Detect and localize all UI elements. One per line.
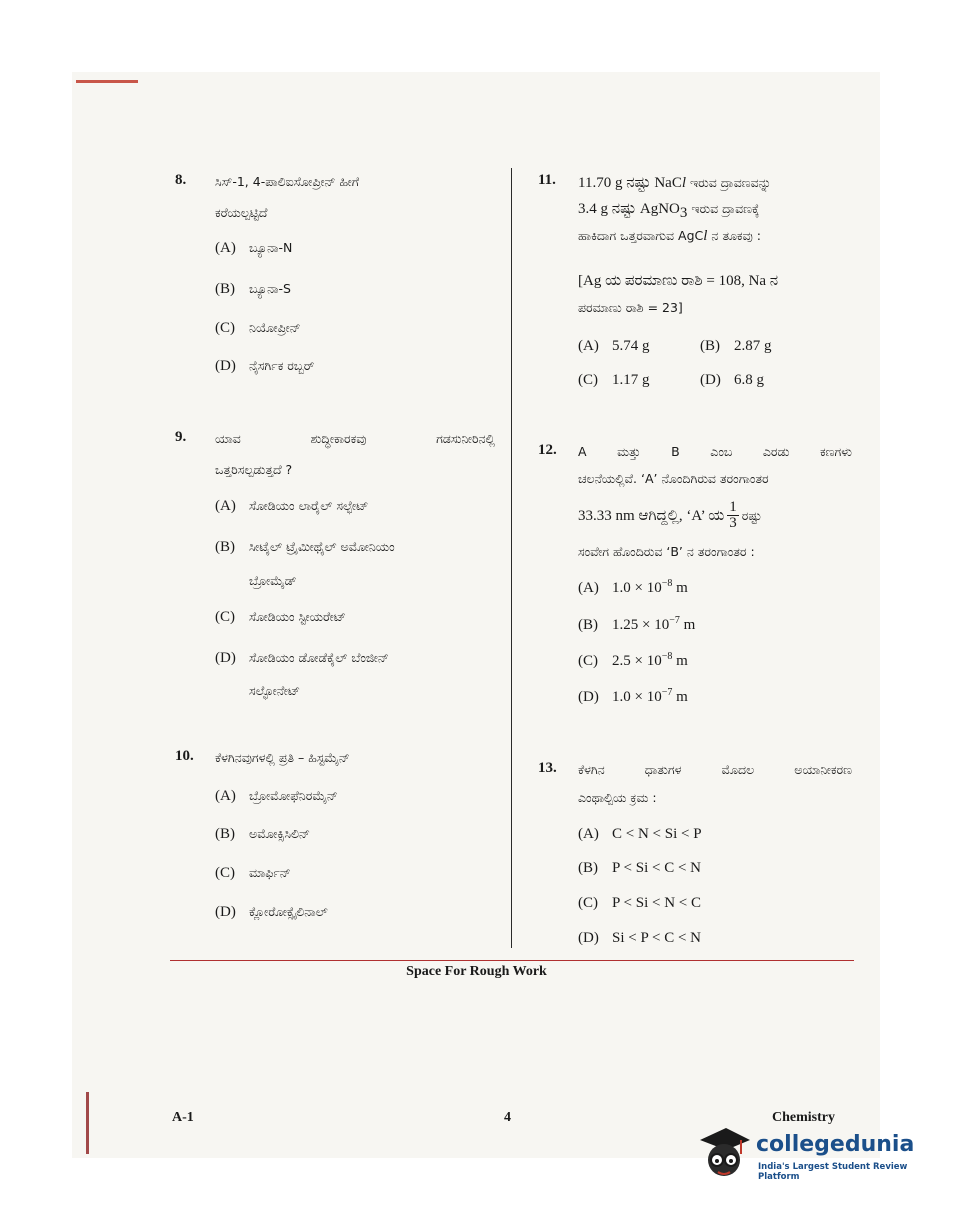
option-b[interactable]: (B) ಸೀಟೈಲ್ ಟ್ರೈಮೀಥೈಲ್ ಅಮೋನಿಯಂ — [215, 539, 395, 555]
option-b[interactable]: (B) ಅಮೋಕ್ಸಿಸಿಲಿನ್ — [215, 826, 310, 842]
question-stem: ಯಾವ ಶುದ್ಧೀಕಾರಕವು ಗಡಸುನೀರಿನಲ್ಲಿ — [215, 431, 495, 446]
question-stem: ಕರೆಯಲ್ಪಟ್ಟಿದೆ — [215, 205, 268, 220]
page-number: 4 — [504, 1110, 511, 1125]
fraction: $\frac{1}{3}$ — [729, 499, 737, 531]
question-number: 13. — [538, 760, 557, 776]
option-a[interactable]: (A) ಬ್ಯೂನಾ-N — [215, 240, 293, 256]
question-stem: ಒತ್ತರಿಸಲ್ಪಡುತ್ತದೆ ? — [215, 462, 293, 477]
question-stem: ಸಿಸ್-1, 4-ಪಾಲಿಐಸೋಪ್ರೀನ್ ಹೀಗೆ — [215, 174, 359, 189]
option-d[interactable]: (D) 6.8 g — [700, 372, 764, 388]
column-divider — [511, 168, 512, 948]
question-stem: A ಮತ್ತು B ಎಂಬ ಎರಡು ಕಣಗಳು — [578, 444, 852, 459]
question-stem: ಎಂಥಾಲ್ಪಿಯ ಕ್ರಮ : — [578, 790, 657, 805]
option-b[interactable]: (B) $1.25 \times 10^{-7}$ m — [578, 615, 696, 633]
option-d[interactable]: (D) $1.0 \times 10^{-7}$ m — [578, 687, 688, 705]
rough-work-label: Space For Rough Work — [406, 964, 547, 979]
rough-work-rule — [170, 960, 854, 961]
option-a[interactable]: (A) C < N < Si < P — [578, 826, 702, 842]
option-a[interactable]: (A) 5.74 g — [578, 338, 650, 354]
question-number: 10. — [175, 748, 194, 764]
option-c[interactable]: (C) P < Si < N < C — [578, 895, 702, 911]
brand-tagline: India's Largest Student Review Platform — [758, 1162, 908, 1182]
question-stem: ಕೆಳಗಿನವುಗಳಲ್ಲಿ ಪ್ರತಿ – ಹಿಸ್ಟಮೈನ್ — [215, 750, 350, 765]
question-stem: ಸಂವೇಗ ಹೊಂದಿರುವ ‘B’ ನ ತರಂಗಾಂತರ : — [578, 544, 755, 559]
collegedunia-watermark — [696, 1120, 926, 1190]
option-a[interactable]: (A) $1.0 \times 10^{-8}$ m — [578, 578, 688, 596]
question-stem: 11.70 g ನಷ್ಟು NaCl ಇರುವ ದ್ರಾವಣವನ್ನು — [578, 175, 772, 191]
question-stem: 3.4 g ನಷ್ಟು AgNO$_3$ ಇರುವ ದ್ರಾವಣಕ್ಕೆ — [578, 201, 760, 222]
question-number: 12. — [538, 442, 557, 458]
margin-edge-mark — [86, 1092, 89, 1154]
subject-label: Chemistry — [772, 1110, 835, 1125]
option-c[interactable]: (C) ನಿಯೋಪ್ರೀನ್ — [215, 320, 301, 336]
margin-red-mark — [76, 80, 138, 83]
mascot-icon — [696, 1124, 752, 1180]
option-b[interactable]: (B) ಬ್ಯೂನಾ-S — [215, 281, 291, 297]
question-stem: ಚಲನೆಯಲ್ಲಿವೆ. ‘A’ ನೊಂದಿಗಿರುವ ತರಂಗಾಂತರ — [578, 471, 769, 486]
question-note: ಪರಮಾಣು ರಾಶಿ = 23] — [578, 300, 683, 315]
question-stem: ಹಾಕಿದಾಗ ಒತ್ತರವಾಗುವ AgCl ನ ತೂಕವು : — [578, 228, 761, 244]
option-c[interactable]: (C) $2.5 \times 10^{-8}$ m — [578, 651, 688, 669]
option-c[interactable]: (C) ಮಾರ್ಫಿನ್ — [215, 865, 291, 881]
question-number: 8. — [175, 172, 187, 188]
question-number: 11. — [538, 172, 556, 188]
question-note: [Ag ಯ ಪರಮಾಣು ರಾಶಿ = 108, Na ನ — [578, 273, 779, 289]
brand-name: collegedunia — [756, 1132, 915, 1157]
option-b[interactable]: (B) 2.87 g — [700, 338, 772, 354]
option-c[interactable]: (C) ಸೋಡಿಯಂ ಸ್ಟೀಯರೇಟ್ — [215, 609, 346, 625]
option-d[interactable]: (D) ಸೋಡಿಯಂ ಡೋಡೆಕೈಲ್ ಬೆಂಜೀನ್ — [215, 650, 389, 666]
option-c[interactable]: (C) 1.17 g — [578, 372, 650, 388]
option-a[interactable]: (A) ಸೋಡಿಯಂ ಲಾರೈಲ್ ಸಲ್ಫೇಟ್ — [215, 498, 369, 514]
option-d[interactable]: (D) ಕ್ಲೋರೋಕ್ಸೈಲಿನಾಲ್ — [215, 904, 328, 920]
option-d-continued: ಸಲ್ಫೋನೇಟ್ — [249, 683, 301, 698]
question-stem: ಕೆಳಗಿನ ಧಾತುಗಳ ಮೊದಲ ಅಯಾನೀಕರಣ — [578, 762, 852, 777]
question-stem: 33.33 nm ಆಗಿದ್ದಲ್ಲಿ, ‘A’ ಯ $\frac{1}{3}$ ರಷ್ಟು — [578, 499, 762, 531]
option-b-continued: ಬ್ರೋಮೈಡ್ — [249, 573, 297, 588]
option-d[interactable]: (D) Si < P < C < N — [578, 930, 702, 946]
option-b[interactable]: (B) P < Si < C < N — [578, 860, 702, 876]
question-number: 9. — [175, 429, 187, 445]
option-d[interactable]: (D) ನೈಸರ್ಗಿಕ ರಬ್ಬರ್ — [215, 358, 315, 374]
option-a[interactable]: (A) ಬ್ರೋಮೋಫೆನಿರಮೈನ್ — [215, 788, 338, 804]
booklet-code: A-1 — [172, 1110, 194, 1125]
